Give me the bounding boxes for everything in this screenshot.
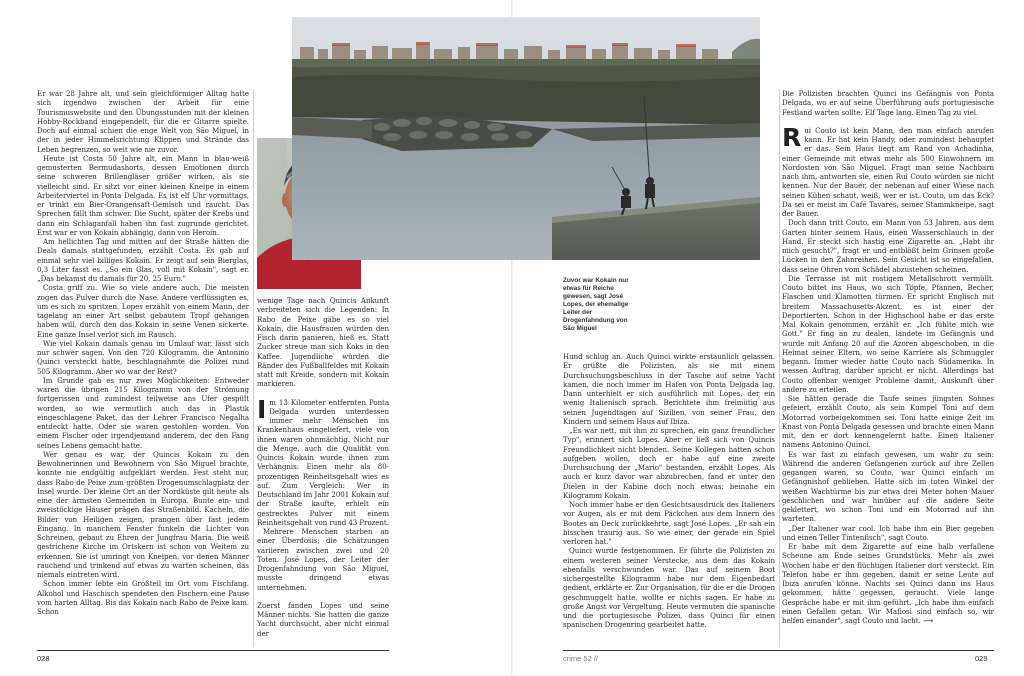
paragraph-dropcap — [257, 394, 389, 528]
footer-rule-right — [563, 650, 994, 651]
paragraph: wenige Tage nach Quincis Ankunft verbreiteten sich die Legenden: In Rabo de Peixe gäbe es so viel Kokain, die Hausfrauen würden den Fisch darin panieren, hieß es. Statt Zucker streue man sich Koks in den Kaffee. Jugendliche würden die Ränder des Fußballfeldes mit Kokain statt mit Kreide, sondern mit Kokain markieren. — [257, 296, 389, 389]
paragraph: Am hellichten Tag und mitten auf der Straße hätten die Deals damals stattgefunden, erzählt Costa. Es gab auf einmal sehr viel billiges Kokain. Er zeigt auf sein Bierglas, 0,3 Liter fasst es. „So ein Glas, voll mit Kokain", sagt er. „Das bekamst du damals für 20, 25 Euro." — [37, 237, 249, 283]
column-4 — [782, 89, 994, 647]
paragraph-text: Er habe mit dem Zigarette auf eine halb verfallene Scheune am Ende seines Grundstücks. Mehr als zwei Wochen habe er den flüchtigen Italiener dort versteckt. Ein Telefon habe er ihm gegeben, damit er seine Leute auf Ibiza anrufen könne. Nachts sei Quinci dann ins Haus gekommen, hätte gegessen, geraucht. Viele lange Gespräche habe er mit ihm geführt. „Ich habe ihm einfach einen Gefallen getan. Wir Mafiosi sind einfach so, wir helfen einander", sagt Couto und lacht. — [782, 542, 994, 625]
paragraph-dropcap — [782, 122, 994, 219]
paragraph: Quinci wurde festgenommen. Er führte die Polizisten zu einem weiteren seiner Verstecke, aus dem das Kokain ebenfalls verschwunden war. Das auf seinem Boot sichergestellte Kilogramm habe nur dem Eigenbedarf gedient, erklärte er. Zur Organisation, für die er die Drogen geschmuggelt hatte, wollte er nichts sagen. Er habe zu große Angst vor Vergeltung. Heute vermuten die spanische und die portugiesische Polizei, dass Quinci für einen spanischen Drogenring gearbeitet hatte. — [563, 546, 775, 630]
paragraph: Die Terrasse ist mit rostigem Metallschrott vermüllt. Couto bittet ins Haus, wo sich Töpfe, Pfannen, Becher, Flaschen und Klamotten türmen. Er spricht Englisch mit breitem Massachusetts-Akzent, es ist einer der Deportierten. Schon in der Highschool habe er das erste Mal Kokain genommen, erzählt er. „Ich fühlte mich wie Gott." Er fing an zu dealen, landete im Gefängnis und wurde mit Anfang 20 auf die Azoren abgeschoben, in die Heimat seiner Eltern, wo seine Karriere als Schmuggler begann. Immer wieder hatte Couto nach Südamerika. In wessen Auftrag, darüber spricht er nicht. Allerdings hat Couto offenbar weniger Probleme damit, Auskunft über andere zu erteilen. — [782, 273, 994, 394]
paragraph: Die Polizisten brachten Quinci ins Gefängnis von Ponta Delgada, wo er auf seine Überführung aufs portugiesische Festland warten sollte. Elf Tage lang. Einen Tag zu viel. — [782, 89, 994, 117]
paragraph: Schon immer lebte ein Großteil im Ort vom Fischfang. Alkohol und Haschisch spendeten den Fischern eine Pause vom harten Alltag. Bis das Kokain nach Rabo de Peixe kam. Schon — [37, 579, 249, 616]
end-arrow-icon: ⟶ — [922, 616, 934, 625]
page-number-left: 028 — [37, 654, 50, 663]
drop-cap: R — [782, 122, 802, 152]
photo-caption: Zuvor war Kokain nur etwas für Reiche gewesen, sagt José Lopes, der ehemalige Leiter der Drogenfahndung von São Miguel — [563, 277, 629, 332]
column-divider — [253, 89, 254, 647]
paragraph: „Es war nett, mit ihm zu sprechen, ein ganz freundlicher Typ", erinnert sich Lopes. Aber er ließ sich von Quincis Freundlichkeit nicht blenden. Seine Kollegen hatten schon aufgeben wollen, doch er habe auf eine zweite Durchsuchung der „Mario" bestanden, erzählt Lopes. Als auch er kurz davor war abzubrechen, fand er unter den Dielen in der Kabine doch noch etwas: beinahe ein Kilogramm Kokain. — [563, 426, 775, 500]
paragraph: Wer genau es war, der Quincis Kokain zu den Bewohnerinnen und Bewohnern von São Miguel brachte, konnte nie endgültig aufgeklärt werden. Fest steht nur, dass Rabo de Peixe zum größten Drogenumschlagplatz der Insel wurde. Der kleine Ort an der Nordküste gilt heute als eine der ärmsten Gemeinden in Europa. Bunte ein- und zweistöckige Häuser prägen das Straßenbild. Kacheln, die Bilder von Heiligen zeigen, prangen über fast jedem Eingang. In manchem Fenster funkeln die Lichter von Schreinen, gebaut zu Ehren der Jungfrau Maria. Die weiß gestrichene Kirche im Ortskern ist schon von Weitem zu erkennen. Sie ist umringt von Kneipen, vor denen Männer rauchend und trinkend auf etwas zu warten scheinen, das niemals eintreten wird. — [37, 449, 249, 579]
paragraph: Heute ist Costa 50 Jahre alt, ein Mann in blau-weiß gemusterten Bermudashorts, dessen Emotionen durch seine schweren Brillengläser größer wirken, als sie vielleicht sind. Er sitzt vor einer kleinen Kneipe in einem Arbeiterviertel in Ponta Delgada. Es ist elf Uhr vormittags, er trinkt ein Bier-Orangensaft-Gemisch und raucht. Das Sprechen fällt ihm schwer. Die Sucht, später der Krebs und dann ein Schlaganfall haben ihn fast zugrunde gerichtet. Erst war er von Kokain abhängig, dann von Heroin. — [37, 153, 249, 237]
paragraph: Im Grunde gab es nur zwei Möglichkeiten: Entweder waren die übrigen 215 Kilogramm von der Strömung fortgerissen und zumindest teilweise ans Ufer gespült worden, so wie vermutlich auch das in Plastik eingeschlagene Paket, das der Lehrer Francisco Negalha entdeckt hatte. Oder sie waren gestohlen worden. Von einem Fischer oder irgendjemand anderem, der den Fang seines Lebens gemacht hatte. — [37, 375, 249, 450]
paragraph-text: m 13 Kilometer entfernten Ponta Delgada wurden unterdessen immer mehr Menschen ins Krankenhaus eingeliefert, viele von ihnen waren ohnmächtig. Nicht nur die Menge, auch die Qualität von Quincis Kokain wurde ihnen zum Verhängnis: Einen mehr als 80-prozentigen Reinheitsgehalt wies es auf. Zum Vergleich: Wer in Deutschland im Jahr 2001 Kokain auf der Straße kaufte, erhielt ein gestrecktes Pulver mit einem Reinheitsgehalt von rund 43 Prozent. — [257, 397, 389, 527]
paragraph — [782, 542, 994, 625]
drop-cap: I — [257, 394, 267, 424]
paragraph: Zuerst fanden Lopes und seine Männer nichts. Sie hatten die ganze Yacht durchsucht, aber nicht einmal der — [257, 600, 389, 638]
paragraph: Noch immer habe er den Gesichtsausdruck des Italieners vor Augen, als er mit dem Päckchen aus dem Innern des Bootes an Deck zurückkehrte, sagt José Lopes. „Er sah ein bisschen traurig aus. So wie einer, der gerade ein Spiel verloren hat." — [563, 500, 775, 546]
paragraph: Costa griff zu. Wie so viele andere auch. Die meisten zogen das Pulver durch die Nase. Andere verflüssigten es, um es sich zu spritzen. Lopes erzählt von einem Mann, der tagelang an einer Art selbst gebautem Tropf gehangen haben will, durch den das Kokain in seine Venen sickerte. Eine ganze Insel verlor sich im Rausch. — [37, 283, 249, 339]
column-3 — [563, 352, 775, 647]
harbor-photo-icon — [292, 17, 760, 260]
paragraph: Sie hätten gerade die Taufe seines jüngsten Sohnes gefeiert, erzählt Couto, als sein Kumpel Toni auf dem Motorrad vorbeigekommen sei. Toni hatte einige Zeit im Knast von Ponta Delgada gesessen und brachte einen Mann mit, den er dort kennengelernt hatte. Einen Italiener namens Antonino Quinci. — [782, 394, 994, 450]
column-2 — [257, 296, 389, 647]
paragraph: Doch dann tritt Couto, ein Mann von 53 Jahren, aus dem Garten hinter seinem Haus, einen Wasserschlauch in der Hand. Er steckt sich hastig eine Zigarette an. „Habt ihr mich gesucht?", fragt er und entblößt beim Grinsen große Lücken in den Zahnreihen. Sein Gesicht ist so eingefallen, dass seine Ohren vom Schädel abzustehen scheinen. — [782, 218, 994, 274]
footer-rule-left — [37, 650, 389, 651]
paragraph-text: ui Couto ist kein Mann, den man einfach anrufen kann. Er hat kein Handy, oder zumindest behauptet er das. Sein Haus liegt am Rand von Achadinha, einer Gemeinde mit etwas mehr als 500 Einwohnern im Nordosten von São Miguel. Fragt man seine Nachbarn nach ihm, antworten sie, einen Rui Couto würden sie nicht kennen. Nur der Bauer, der nebenan auf einer Wiese nach seinen Kühen schaut, weiß, wer er ist. Couto, um das Eck? Da sei er meist im Café Tavares, seiner Stammkneipe, sagt der Bauer. — [782, 125, 994, 218]
section-label: crime 52 // — [563, 654, 599, 663]
column-divider — [779, 89, 780, 647]
paragraph: Mehrere Menschen starben an einer Überdosis; die Schätzungen variieren zwischen zwei und 20 Toten. José Lopes, der Leiter der Drogenfahndung von São Miguel, musste dringend etwas unternehmen. — [257, 527, 389, 592]
paragraph: „Der Italiener war cool. Ich habe ihm ein Bier gegeben und einen Teller Tintenfisch", sagt Couto. — [782, 523, 994, 542]
column-1 — [37, 89, 249, 647]
paragraph: Hund schlug an. Auch Quinci wirkte erstaunlich gelassen. Er grüßte die Polizisten, als sie mit einem Durchsuchungsbeschluss in der Tasche auf seine Yacht kamen, die noch immer im Hafen von Ponta Delgada lag. Dann unterhielt er sich ausführlich mit Lopes, der ein wenig Italienisch sprach. Berichtete ihm freimütig aus seinen Jugendtagen auf Sizilien, von seiner Frau, den Kindern und seinem Haus auf Ibiza. — [563, 352, 775, 426]
page-number-right: 029 — [975, 654, 988, 663]
paragraph: Es war fast zu einfach gewesen, um wahr zu sein: Während die anderen Gefangenen zurück auf ihre Zellen gegangen waren, so Couto, war Quinci einfach im Gefängnishof geblieben. Hatte sich im toten Winkel der weißen Wachtürme bis zur etwa drei Meter hohen Mauer geschlichen und war hinüber auf die andere Seite geklettert, wo schon Toni und ein Motorrad auf ihn warteten. — [782, 449, 994, 524]
paragraph: Er war 28 Jahre alt, und sein gleichförmiger Alltag hatte sich irgendwo zwischen der Arbeit für eine Tourismuswebsite und den Übungsstunden mit der kleinen Hobby-Rockband eingependelt, für die er Gitarre spielte. Doch auf einmal schien die enge Welt von São Miguel, in der in jeder Himmelsrichtung Klippen und Strände das Leben begrenzen, so weit wie nie zuvor. — [37, 89, 249, 154]
paragraph: Wie viel Kokain damals genau im Umlauf war, lässt sich nur schwer sagen. Von den 720 Kilogramm, die Antonino Quinci versteckt hatte, beschlagnahmte die Polizei rund 505 Kilogramm. Aber wo war der Rest? — [37, 338, 249, 376]
